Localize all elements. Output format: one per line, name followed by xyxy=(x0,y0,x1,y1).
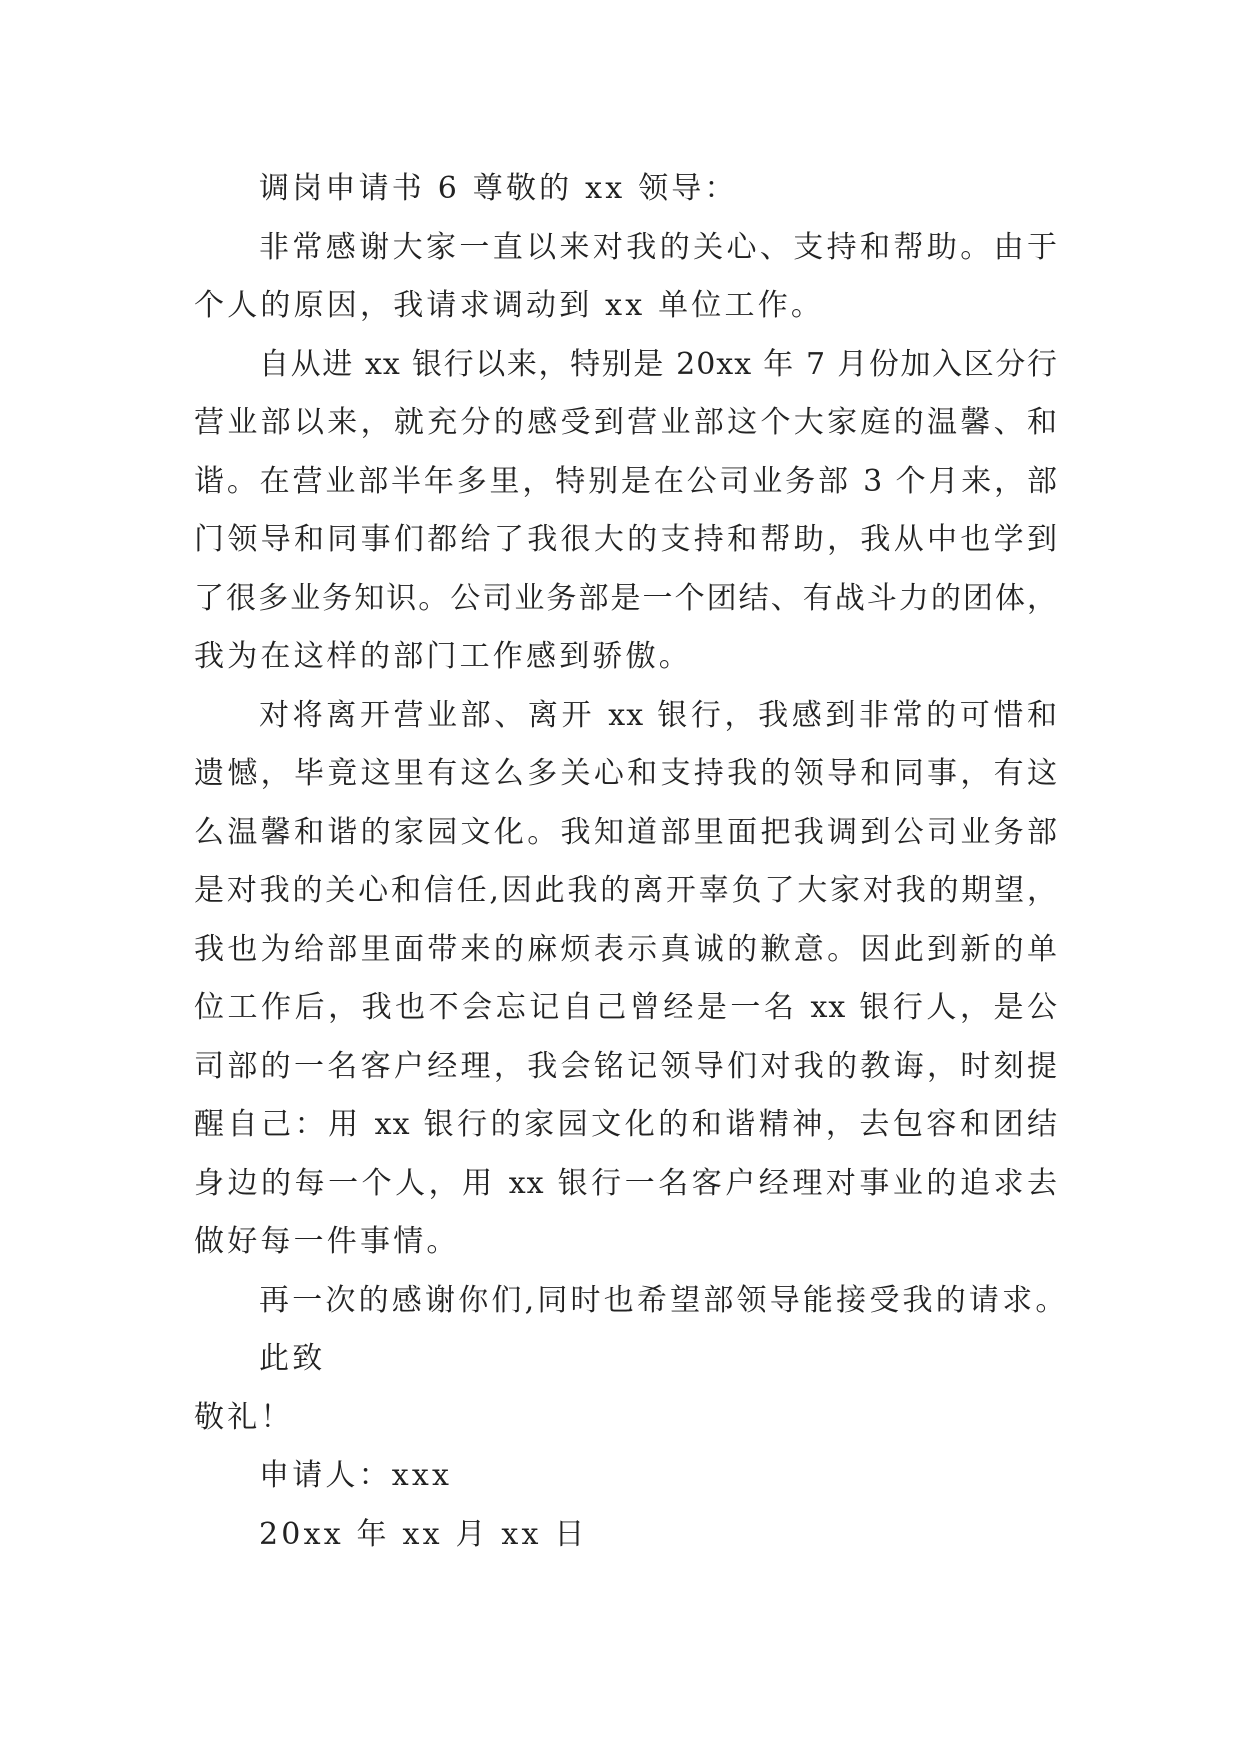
paragraph-leaving xyxy=(194,687,1058,1272)
closing-phrase: 此致 xyxy=(259,1341,326,1376)
text-line: 司部的一名客户经理，我会铭记领导们对我的教诲，时刻提 xyxy=(194,1048,1058,1084)
text-line: 门领导和同事们都给了我很大的支持和帮助，我从中也学到 xyxy=(194,522,1058,557)
text-line: 对将离开营业部、离开 xx 银行，我感到非常的可惜和 xyxy=(259,697,1058,733)
salutation: 敬礼！ xyxy=(194,1399,294,1435)
paragraph-experience xyxy=(194,336,1058,687)
text-line: 是对我的关心和信任,因此我的离开辜负了大家对我的期望， xyxy=(194,873,1058,908)
text-line: 我为在这样的部门工作感到骄傲。 xyxy=(194,639,692,674)
text-line: 醒自己：用 xx 银行的家园文化的和谐精神，去包容和团结 xyxy=(194,1107,1058,1142)
text-line: 我也为给部里面带来的麻烦表示真诚的歉意。因此到新的单 xyxy=(194,931,1058,967)
letter-heading: 调岗申请书 6 尊敬的 xx 领导： xyxy=(259,171,738,206)
applicant-signature: 申请人：xxx xyxy=(259,1458,453,1493)
text-line: 遗憾，毕竟这里有这么多关心和支持我的领导和同事，有这 xyxy=(194,756,1058,791)
text-line: 自从进 xx 银行以来，特别是 20xx 年 7 月份加入区分行 xyxy=(259,346,1058,382)
paragraph-thanks xyxy=(194,1272,1069,1331)
text-line: 么温馨和谐的家园文化。我知道部里面把我调到公司业务部 xyxy=(194,814,1058,850)
text-line: 身边的每一个人，用 xx 银行一名客户经理对事业的追求去 xyxy=(194,1165,1058,1201)
text-line: 做好每一件事情。 xyxy=(194,1224,460,1259)
text-line: 个人的原因，我请求调动到 xx 单位工作。 xyxy=(194,288,825,323)
text-line: 谐。在营业部半年多里，特别是在公司业务部 3 个月来，部 xyxy=(194,463,1058,499)
text-line: 再一次的感谢你们,同时也希望部领导能接受我的请求。 xyxy=(259,1282,1069,1318)
text-line: 了很多业务知识。公司业务部是一个团结、有战斗力的团体， xyxy=(194,580,1058,616)
text-line: 非常感谢大家一直以来对我的关心、支持和帮助。由于 xyxy=(259,229,1058,265)
paragraph-gratitude xyxy=(194,219,1058,336)
letter-body xyxy=(194,160,1069,1564)
text-line: 位工作后，我也不会忘记自己曾经是一名 xx 银行人，是公 xyxy=(194,990,1058,1025)
text-line: 营业部以来，就充分的感受到营业部这个大家庭的温馨、和 xyxy=(194,405,1058,440)
letter-date: 20xx 年 xx 月 xx 日 xyxy=(259,1516,588,1552)
